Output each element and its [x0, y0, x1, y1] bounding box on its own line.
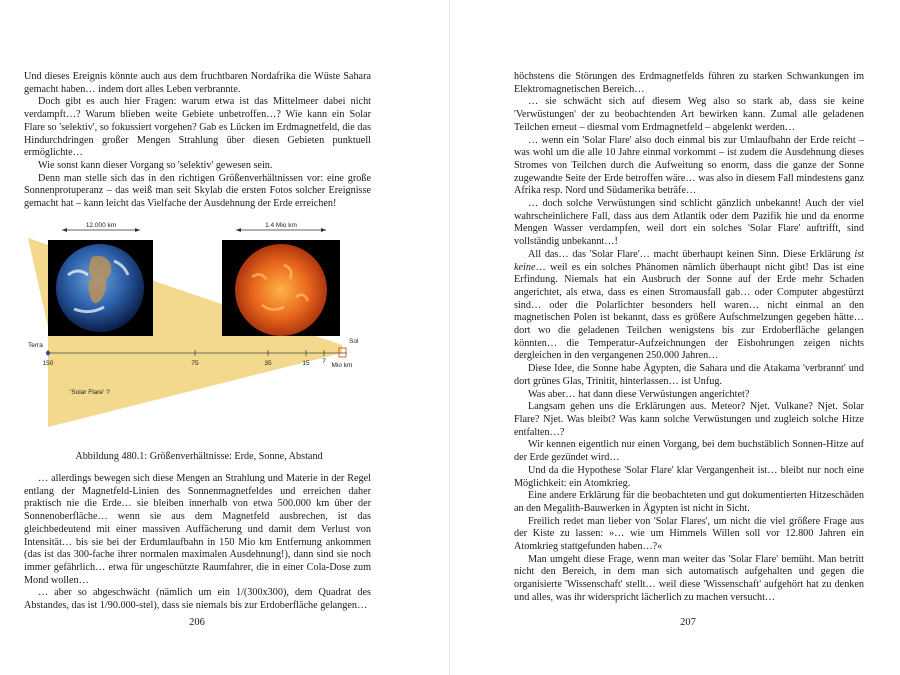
paragraph: … sie schwächt sich auf diesem Weg also so stark ab, dass sie keine 'Verwüstungen' der zu beobachtenden Art bewirken kann. Zumal alle geladenen Teilchen erneut – diesmal vom Erdmagnetfeld – abgelenkt werden…: [514, 96, 864, 133]
paragraph: … doch solche Verwüstungen sind schlicht gänzlich unbekannt! Auch der viel wahrscheinlichere Fall, dass aus dem Atlantik oder dem Pazifik hie und da enorme Mengen Wasser verdampfen, weil dort ein solches 'Solar Flare' auftrifft, sind vollständig unbekannt…!: [514, 198, 864, 248]
paragraph: Wir kennen eigentlich nur einen Vorgang, bei dem buchstäblich Sonnen-Hitze auf der Erde gezündet wird…: [514, 439, 864, 464]
figure-caption: Abbildung 480.1: Größenverhältnisse: Erde, Sonne, Abstand: [75, 451, 323, 462]
axis-tick-label: 15: [302, 360, 310, 367]
paragraph: … wenn ein 'Solar Flare' also doch einmal bis zur Umlaufbahn der Erde reicht – was wohl um die alle 10 Jahre einmal vorkommt – ist zudem die Ausdehnung dieses Stromes von Teilchen durch die Aufweitung so enorm, dass die ganze der Sonne zugewandte Seite der Erde betroffen wäre… was also in diesem Fall mindestens ganz Afrika resp. Nord und Südamerika beträfe…: [514, 134, 864, 197]
paragraph: höchstens die Störungen des Erdmagnetfelds führen zu starken Schwankungen im Elektromagnetischen Bereich…: [514, 71, 864, 95]
paragraph: Eine andere Erklärung für die beobachteten und gut dokumentierten Hitzeschäden an den Megalith-Bauwerken in Ägypten ist nicht in Sicht.: [514, 490, 864, 514]
solar-flare-label: 'Solar Flare' ?: [70, 389, 110, 396]
earth-size-label: 12.000 km: [85, 222, 117, 229]
paragraph: [514, 249, 864, 363]
page-number: 207: [680, 617, 696, 628]
left-text-bottom: [24, 473, 371, 613]
emphasis: ist keine: [514, 248, 864, 273]
text-run: … weil es ein solches Phänomen nämlich überhaupt nicht gibt! Das ist eine Erfindung. Niemals hat ein Ausbruch der Sonne auf der Erde mehr Schaden angerichtet, als etwa, dass es einen Stromausfall gab… oder Computer abgestürzt sind… oder die Polarlichter besonders hell waren… nicht einmal an den magnetischen Polen ist bekannt, dass es größere Aufschmelzungen gegeben hätte… dort wo die geladenen Teilchen wenigstens bis zur Erdoberfläche gelangen könnten… die Temperatur-Aufzeichnungen der Eisbohrungen zeigen nichts dergleichen in den vergangenen 250.000 Jahren…: [514, 261, 864, 362]
paragraph: Man umgeht diese Frage, wenn man weiter das 'Solar Flare' bemüht. Man betritt nicht den Bereich, in dem man sich automatisch aufgehalten und gegen die organisierte 'Wissenschaft' stellt… weil diese 'Wissenschaft' aufgehört hat zu denken und alles, was ihr widerspricht lächerlich zu machen versucht…: [514, 553, 864, 603]
terra-label: Terra: [28, 342, 43, 349]
arrow-head: [321, 228, 326, 232]
paragraph: Und dieses Ereignis könnte auch aus dem fruchtbaren Nordafrika die Wüste Sahara gemacht haben… indem dort alles Leben verbrannte.: [24, 71, 371, 95]
paragraph: Doch gibt es auch hier Fragen: warum etwa ist das Mittelmeer dabei nicht verdampft…? Warum blieben weite Gebiete unbetroffen…? Wie kann ein Solar Flare so 'selektiv', so fokussiert vorgehen? Gab es Lücken im Erdmagnetfeld, die das Hindurchdringen großer Mengen Strahlung über diesen Gebieten punktuell ermöglichte…: [24, 96, 371, 159]
sol-label: Sol: [349, 338, 359, 345]
paragraph: Wie sonst kann dieser Vorgang so 'selektiv' gewesen sein.: [38, 159, 273, 171]
axis-tick-label: 35: [264, 360, 272, 367]
text-run: All das… das 'Solar Flare'… macht überhaupt keinen Sinn. Diese Erklärung: [528, 248, 851, 260]
paragraph: Diese Idee, die Sonne habe Ägypten, die Sahara und die Atakama 'verbrannt' und dort grünes Glas, Trinitit, hinterlassen… ist Unfug.: [514, 363, 864, 387]
paragraph: … allerdings bewegen sich diese Mengen an Strahlung und Materie in der Regel entlang der Magnetfeld-Linien des Sonnenmagnetfeldes und erreichen daher praktisch nie die Erde… sie bleiben innerhalb von etwa 500.000 km über der Sonnenoberfläche… wenn sie aus dem Magnetfeld ausbrechen, ist das gleichbedeutend mit einer massiven Auffächerung und damit dem Verlust von Intensität… bis sie bei der Erdumlaufbahn in 150 Mio km Entfernung ankommen (das ist das 300-fache ihrer normalen maximalen Ausdehnung!), dann sind sie noch immer gefährlich… etwa für ungeschützte Raumfahrer, die in einer Cola-Dose zum Mond wollen…: [24, 473, 371, 586]
arrow-head: [62, 228, 67, 232]
paragraph: Denn man stelle sich das in den richtigen Größenverhältnissen vor: eine große Sonnenprotuperanz – das weiß man seit Skylab die ersten Fotos solcher Ereignisse gemacht hat – kann leicht das Vielfache der Ausdehnung der Erde erreichen!: [24, 172, 371, 210]
right-page: [450, 0, 900, 675]
sun-size-label: 1.4 Mio km: [265, 222, 297, 229]
axis-tick-label: 150: [42, 360, 54, 367]
size-comparison-figure: [22, 217, 376, 447]
left-text-top: [24, 71, 371, 211]
page-number: 206: [189, 617, 205, 628]
axis-tick-label: 75: [191, 360, 199, 367]
axis-tick-label: 7: [322, 358, 326, 365]
arrow-head: [236, 228, 241, 232]
earth-marker: [46, 351, 50, 355]
right-text: [514, 71, 864, 605]
paragraph: … aber so abgeschwächt (nämlich um ein 1/(300x300), dem Quadrat des Abstandes, das ist 1/90.000-stel), dass sie niemals bis zur Erdoberfläche gelangen…: [24, 587, 371, 612]
axis-unit-label: Mio km: [331, 362, 353, 369]
paragraph: Was aber… hat dann diese Verwüstungen angerichtet?: [528, 388, 750, 400]
arrow-head: [135, 228, 140, 232]
paragraph: Langsam gehen uns die Erklärungen aus. Meteor? Njet. Vulkane? Njet. Solar Flare? Njet. Was bleibt? Was kann solche Verwüstungen und zugleich solche Hitze entfalten…?: [514, 401, 864, 438]
sun-disk: [235, 244, 327, 336]
paragraph: Freilich redet man lieber von 'Solar Flares', um nicht die viel größere Frage aus der Kiste zu lassen: »… wie um Himmels Willen soll vor 12.800 Jahren ein Atomkrieg stattgefunden haben…?«: [514, 515, 864, 553]
paragraph: Und da die Hypothese 'Solar Flare' klar Vergangenheit ist… bleibt nur noch eine Möglichkeit: ein Atomkrieg.: [514, 464, 864, 489]
